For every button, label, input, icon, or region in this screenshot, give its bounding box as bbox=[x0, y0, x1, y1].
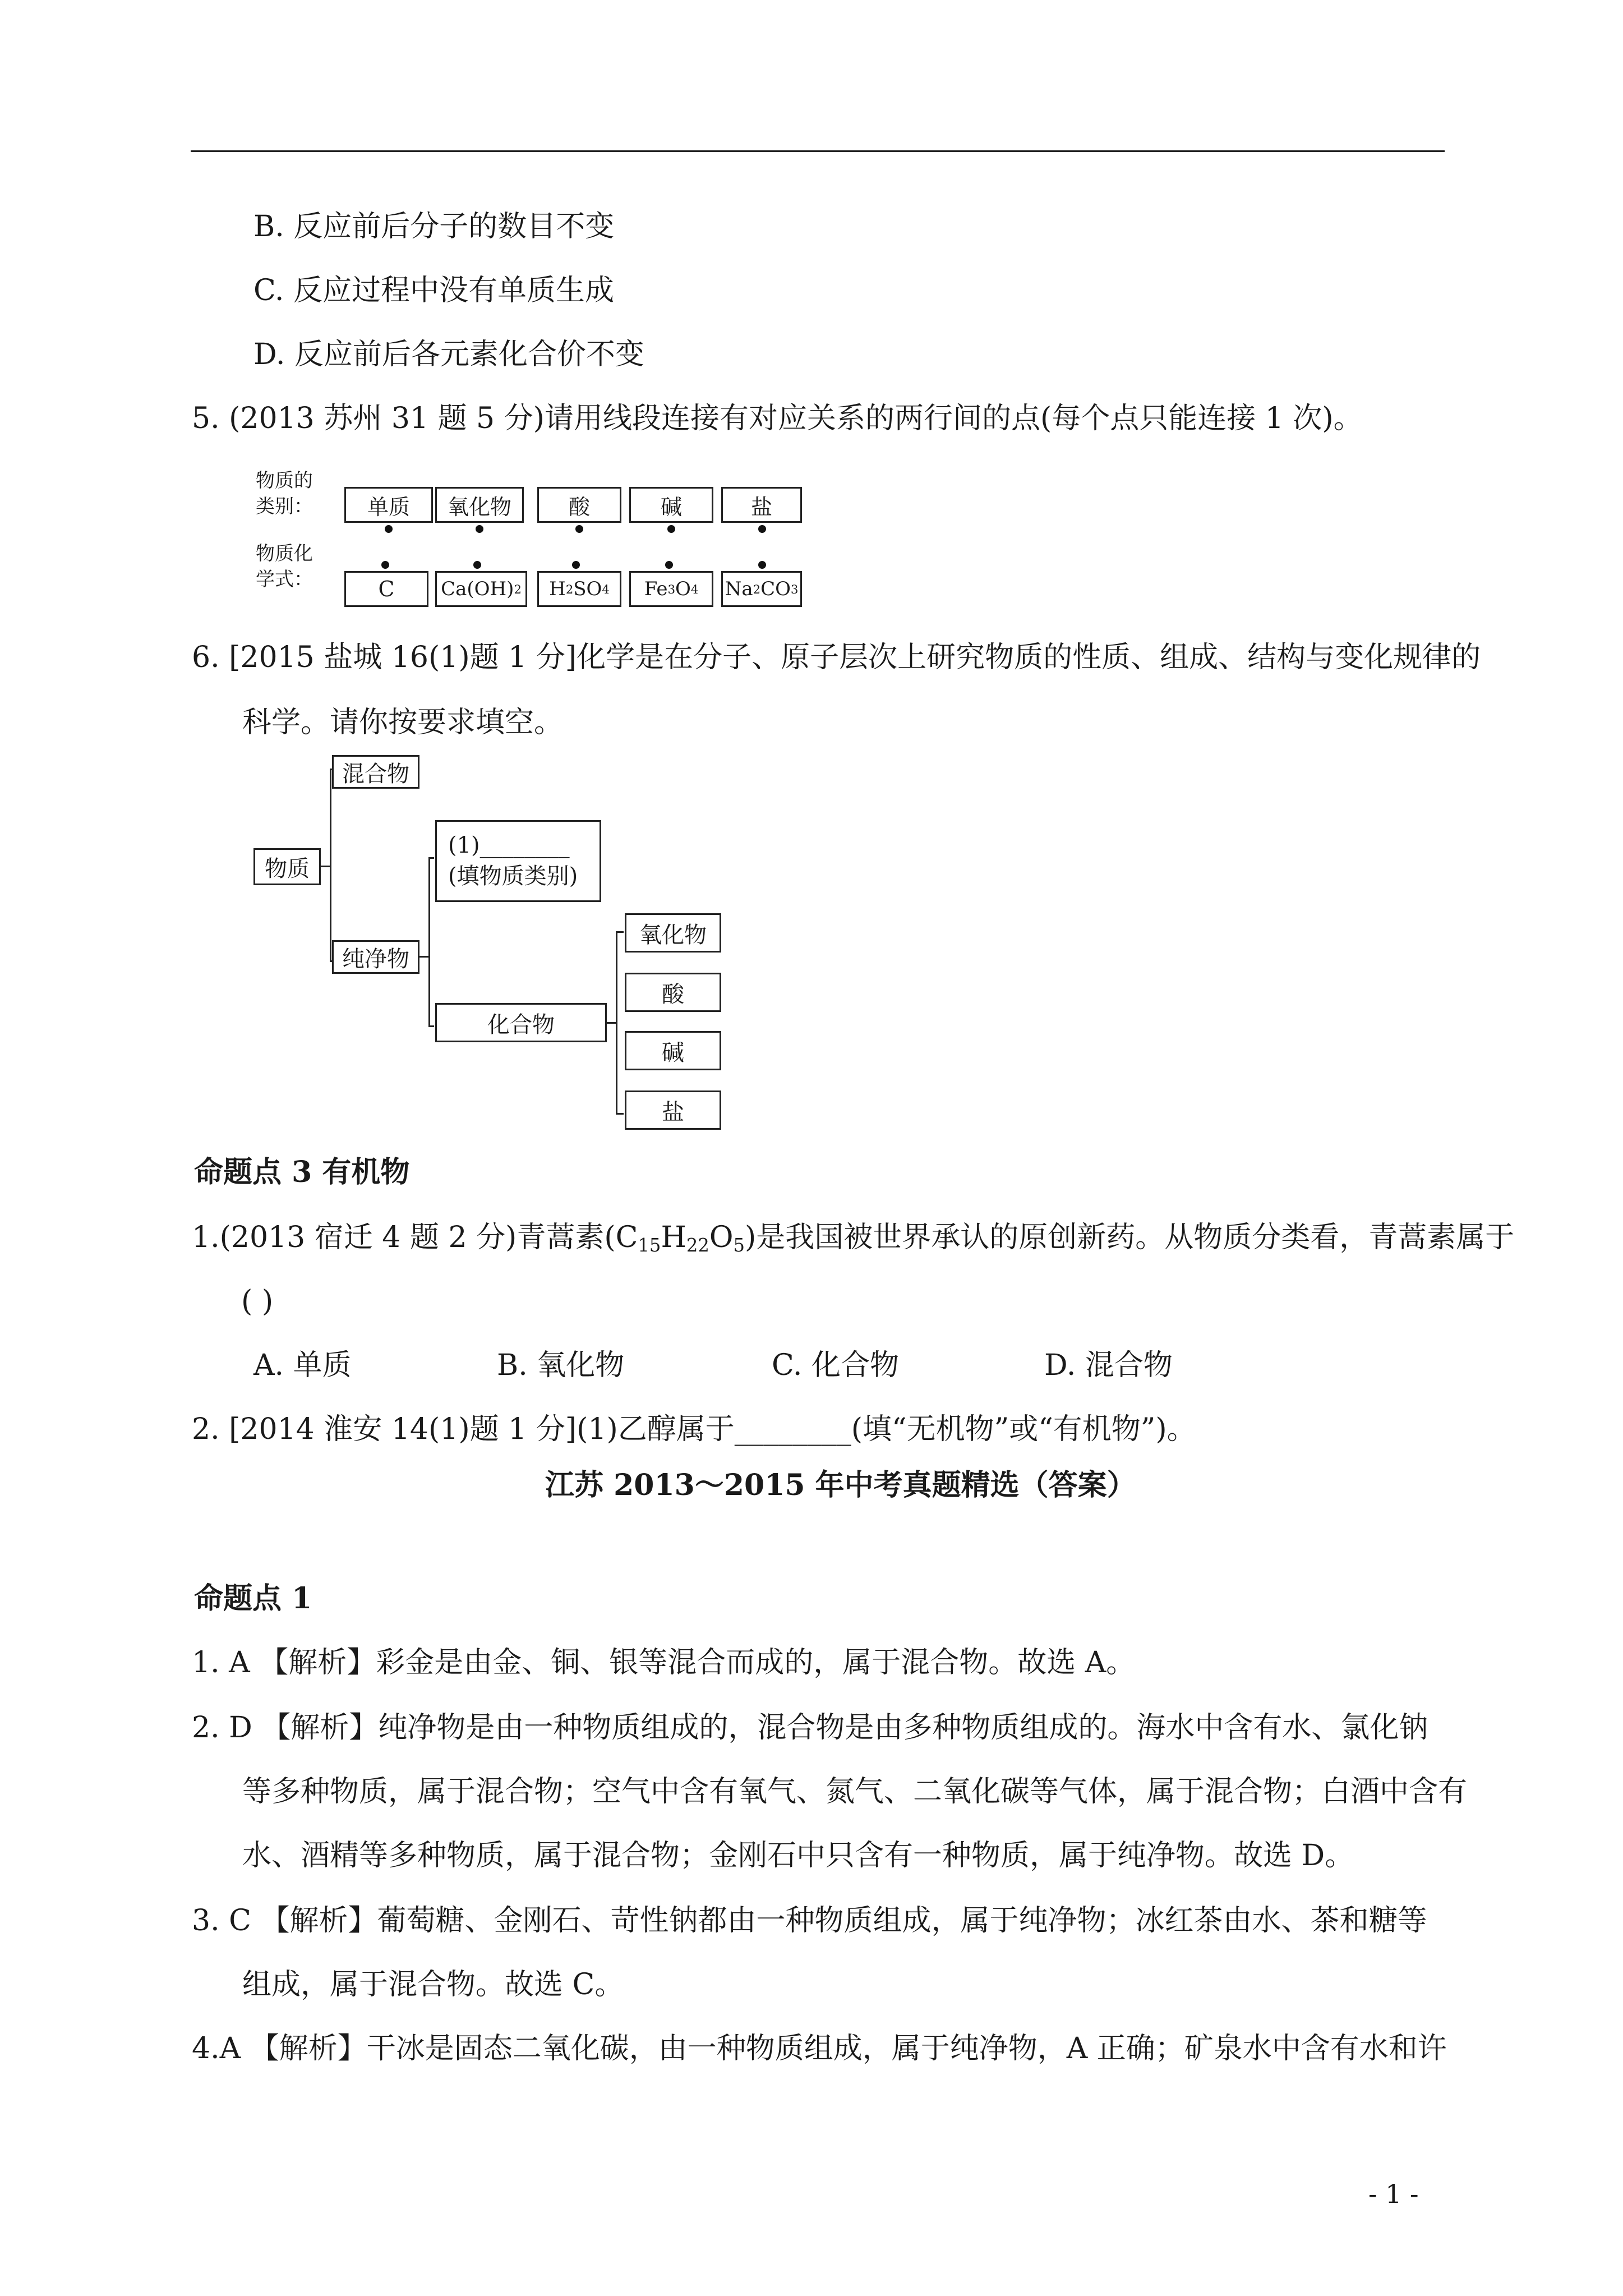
category-dot[interactable] bbox=[667, 525, 675, 533]
tree-node-pure-substance: 纯净物 bbox=[332, 940, 419, 974]
answer-section-title: 江苏 2013～2015 年中考真题精选（答案） bbox=[545, 1468, 1136, 1502]
formula-subscript: 3 bbox=[790, 582, 799, 596]
formula-text: Na bbox=[725, 578, 753, 600]
category-label-line2: 类别： bbox=[256, 495, 313, 518]
answer-1: 1. A 【解析】彩金是由金、铜、银等混合而成的，属于混合物。故选 A。 bbox=[192, 1646, 1136, 1680]
formula-subscript: 2 bbox=[514, 582, 522, 596]
organic-question-2: 2. [2014 淮安 14(1)题 1 分](1)乙醇属于________(填“无机物”或“有机物”)。 bbox=[192, 1412, 1196, 1446]
subscript: 5 bbox=[733, 1235, 745, 1257]
tree-leaf-oxide: 氧化物 bbox=[625, 913, 721, 953]
q4-option-c: C. 反应过程中没有单质生成 bbox=[253, 274, 614, 307]
text: 1.(2013 宿迁 4 题 2 分)青蒿素(C bbox=[192, 1221, 638, 1254]
tree-connector bbox=[419, 956, 428, 958]
section-heading-1: 命题点 1 bbox=[194, 1581, 312, 1616]
tree-connector bbox=[428, 1025, 434, 1027]
formula-text: Ca(OH) bbox=[441, 578, 514, 600]
text: )是我国被世界承认的原创新药。从物质分类看，青蒿素属于 bbox=[745, 1221, 1515, 1254]
blank-answer-line[interactable]: (1)________ bbox=[448, 832, 570, 858]
tree-node-mixture: 混合物 bbox=[332, 755, 419, 789]
blank-hint: (填物质类别) bbox=[448, 863, 578, 889]
tree-connector bbox=[616, 931, 624, 933]
category-box-element: 单质 bbox=[344, 487, 433, 523]
organic-question-1-line1 bbox=[192, 1220, 1514, 1263]
category-box-base: 碱 bbox=[629, 487, 713, 523]
formula-dot[interactable] bbox=[572, 561, 580, 569]
formula-dot[interactable] bbox=[381, 561, 389, 569]
tree-leaf-acid: 酸 bbox=[625, 973, 721, 1012]
formula-text: SO bbox=[573, 578, 602, 600]
category-dot[interactable] bbox=[758, 525, 766, 533]
formula-dot[interactable] bbox=[473, 561, 481, 569]
formula-dot[interactable] bbox=[758, 561, 766, 569]
tree-leaf-base: 碱 bbox=[625, 1031, 721, 1070]
formula-subscript: 2 bbox=[565, 582, 574, 596]
tree-bracket bbox=[330, 769, 331, 961]
tree-connector bbox=[321, 866, 330, 867]
option-d: D. 混合物 bbox=[1044, 1349, 1173, 1382]
tree-bracket bbox=[616, 931, 617, 1114]
option-b: B. 氧化物 bbox=[497, 1349, 625, 1382]
answer-3-line2: 组成，属于混合物。故选 C。 bbox=[242, 1968, 624, 2001]
formula-text: C bbox=[378, 577, 395, 601]
formula-box-iron-oxide bbox=[629, 571, 713, 607]
formula-box-sodium-carbonate bbox=[721, 571, 802, 607]
subscript: 15 bbox=[638, 1235, 661, 1257]
category-box-oxide: 氧化物 bbox=[435, 487, 524, 523]
formula-label-line2: 学式： bbox=[256, 568, 313, 591]
formula-text: O bbox=[675, 578, 691, 600]
formula-label-line1: 物质化 bbox=[256, 542, 313, 565]
q4-option-b: B. 反应前后分子的数目不变 bbox=[253, 210, 615, 243]
tree-connector bbox=[607, 1022, 616, 1024]
q4-option-d: D. 反应前后各元素化合价不变 bbox=[253, 338, 644, 371]
subscript: 22 bbox=[686, 1235, 709, 1257]
category-box-acid: 酸 bbox=[537, 487, 621, 523]
formula-text: H bbox=[549, 578, 566, 600]
category-dot[interactable] bbox=[385, 525, 393, 533]
formula-dot[interactable] bbox=[665, 561, 673, 569]
tree-connector bbox=[428, 857, 434, 859]
answer-2-line1: 2. D 【解析】纯净物是由一种物质组成的，混合物是由多种物质组成的。海水中含有水、氯化钠 bbox=[192, 1711, 1428, 1745]
text: O bbox=[709, 1221, 734, 1254]
question-6-line1: 6. [2015 盐城 16(1)题 1 分]化学是在分子、原子层次上研究物质的性质、组成、结构与变化规律的 bbox=[192, 641, 1481, 674]
answer-2-line2: 等多种物质，属于混合物；空气中含有氧气、氮气、二氧化碳等气体，属于混合物；白酒中含有 bbox=[242, 1775, 1468, 1809]
answer-3-line1: 3. C 【解析】葡萄糖、金刚石、苛性钠都由一种物质组成，属于纯净物；冰红茶由水、茶和糖等 bbox=[192, 1904, 1427, 1938]
category-dot[interactable] bbox=[476, 525, 483, 533]
formula-subscript: 4 bbox=[602, 582, 610, 596]
formula-text: Fe bbox=[644, 578, 668, 600]
answer-bracket[interactable]: ( ) bbox=[241, 1285, 274, 1318]
header-rule bbox=[191, 150, 1445, 152]
answer-2-line3: 水、酒精等多种物质，属于混合物；金刚石中只含有一种物质，属于纯净物。故选 D。 bbox=[242, 1839, 1354, 1872]
page-number: - 1 - bbox=[1368, 2179, 1419, 2209]
formula-box-c bbox=[344, 571, 428, 607]
option-a: A. 单质 bbox=[253, 1349, 352, 1382]
question-6-line2: 科学。请你按要求填空。 bbox=[242, 706, 564, 739]
formula-box-sulfuric-acid bbox=[537, 571, 621, 607]
tree-leaf-salt: 盐 bbox=[625, 1091, 721, 1130]
tree-node-blank[interactable] bbox=[435, 820, 601, 902]
category-box-salt: 盐 bbox=[721, 487, 802, 523]
tree-node-compound: 化合物 bbox=[435, 1003, 607, 1042]
text: H bbox=[661, 1221, 686, 1254]
category-label-line1: 物质的 bbox=[256, 470, 313, 492]
category-dot[interactable] bbox=[575, 525, 583, 533]
formula-text: CO bbox=[760, 578, 791, 600]
formula-subscript: 2 bbox=[753, 582, 761, 596]
tree-node-substance: 物质 bbox=[253, 848, 321, 885]
tree-connector bbox=[616, 1113, 624, 1115]
option-c: C. 化合物 bbox=[772, 1349, 899, 1382]
formula-subscript: 3 bbox=[667, 582, 675, 596]
tree-bracket bbox=[428, 857, 430, 1027]
question-5: 5. (2013 苏州 31 题 5 分)请用线段连接有对应关系的两行间的点(每个点只能连接 1 次)。 bbox=[192, 402, 1363, 435]
answer-4-line1: 4.A 【解析】干冰是固态二氧化碳，由一种物质组成，属于纯净物，A 正确；矿泉水中含有水和许 bbox=[192, 2032, 1447, 2065]
formula-box-calcium-hydroxide bbox=[435, 571, 527, 607]
section-heading-3: 命题点 3 有机物 bbox=[194, 1155, 410, 1189]
formula-subscript: 4 bbox=[690, 582, 699, 596]
